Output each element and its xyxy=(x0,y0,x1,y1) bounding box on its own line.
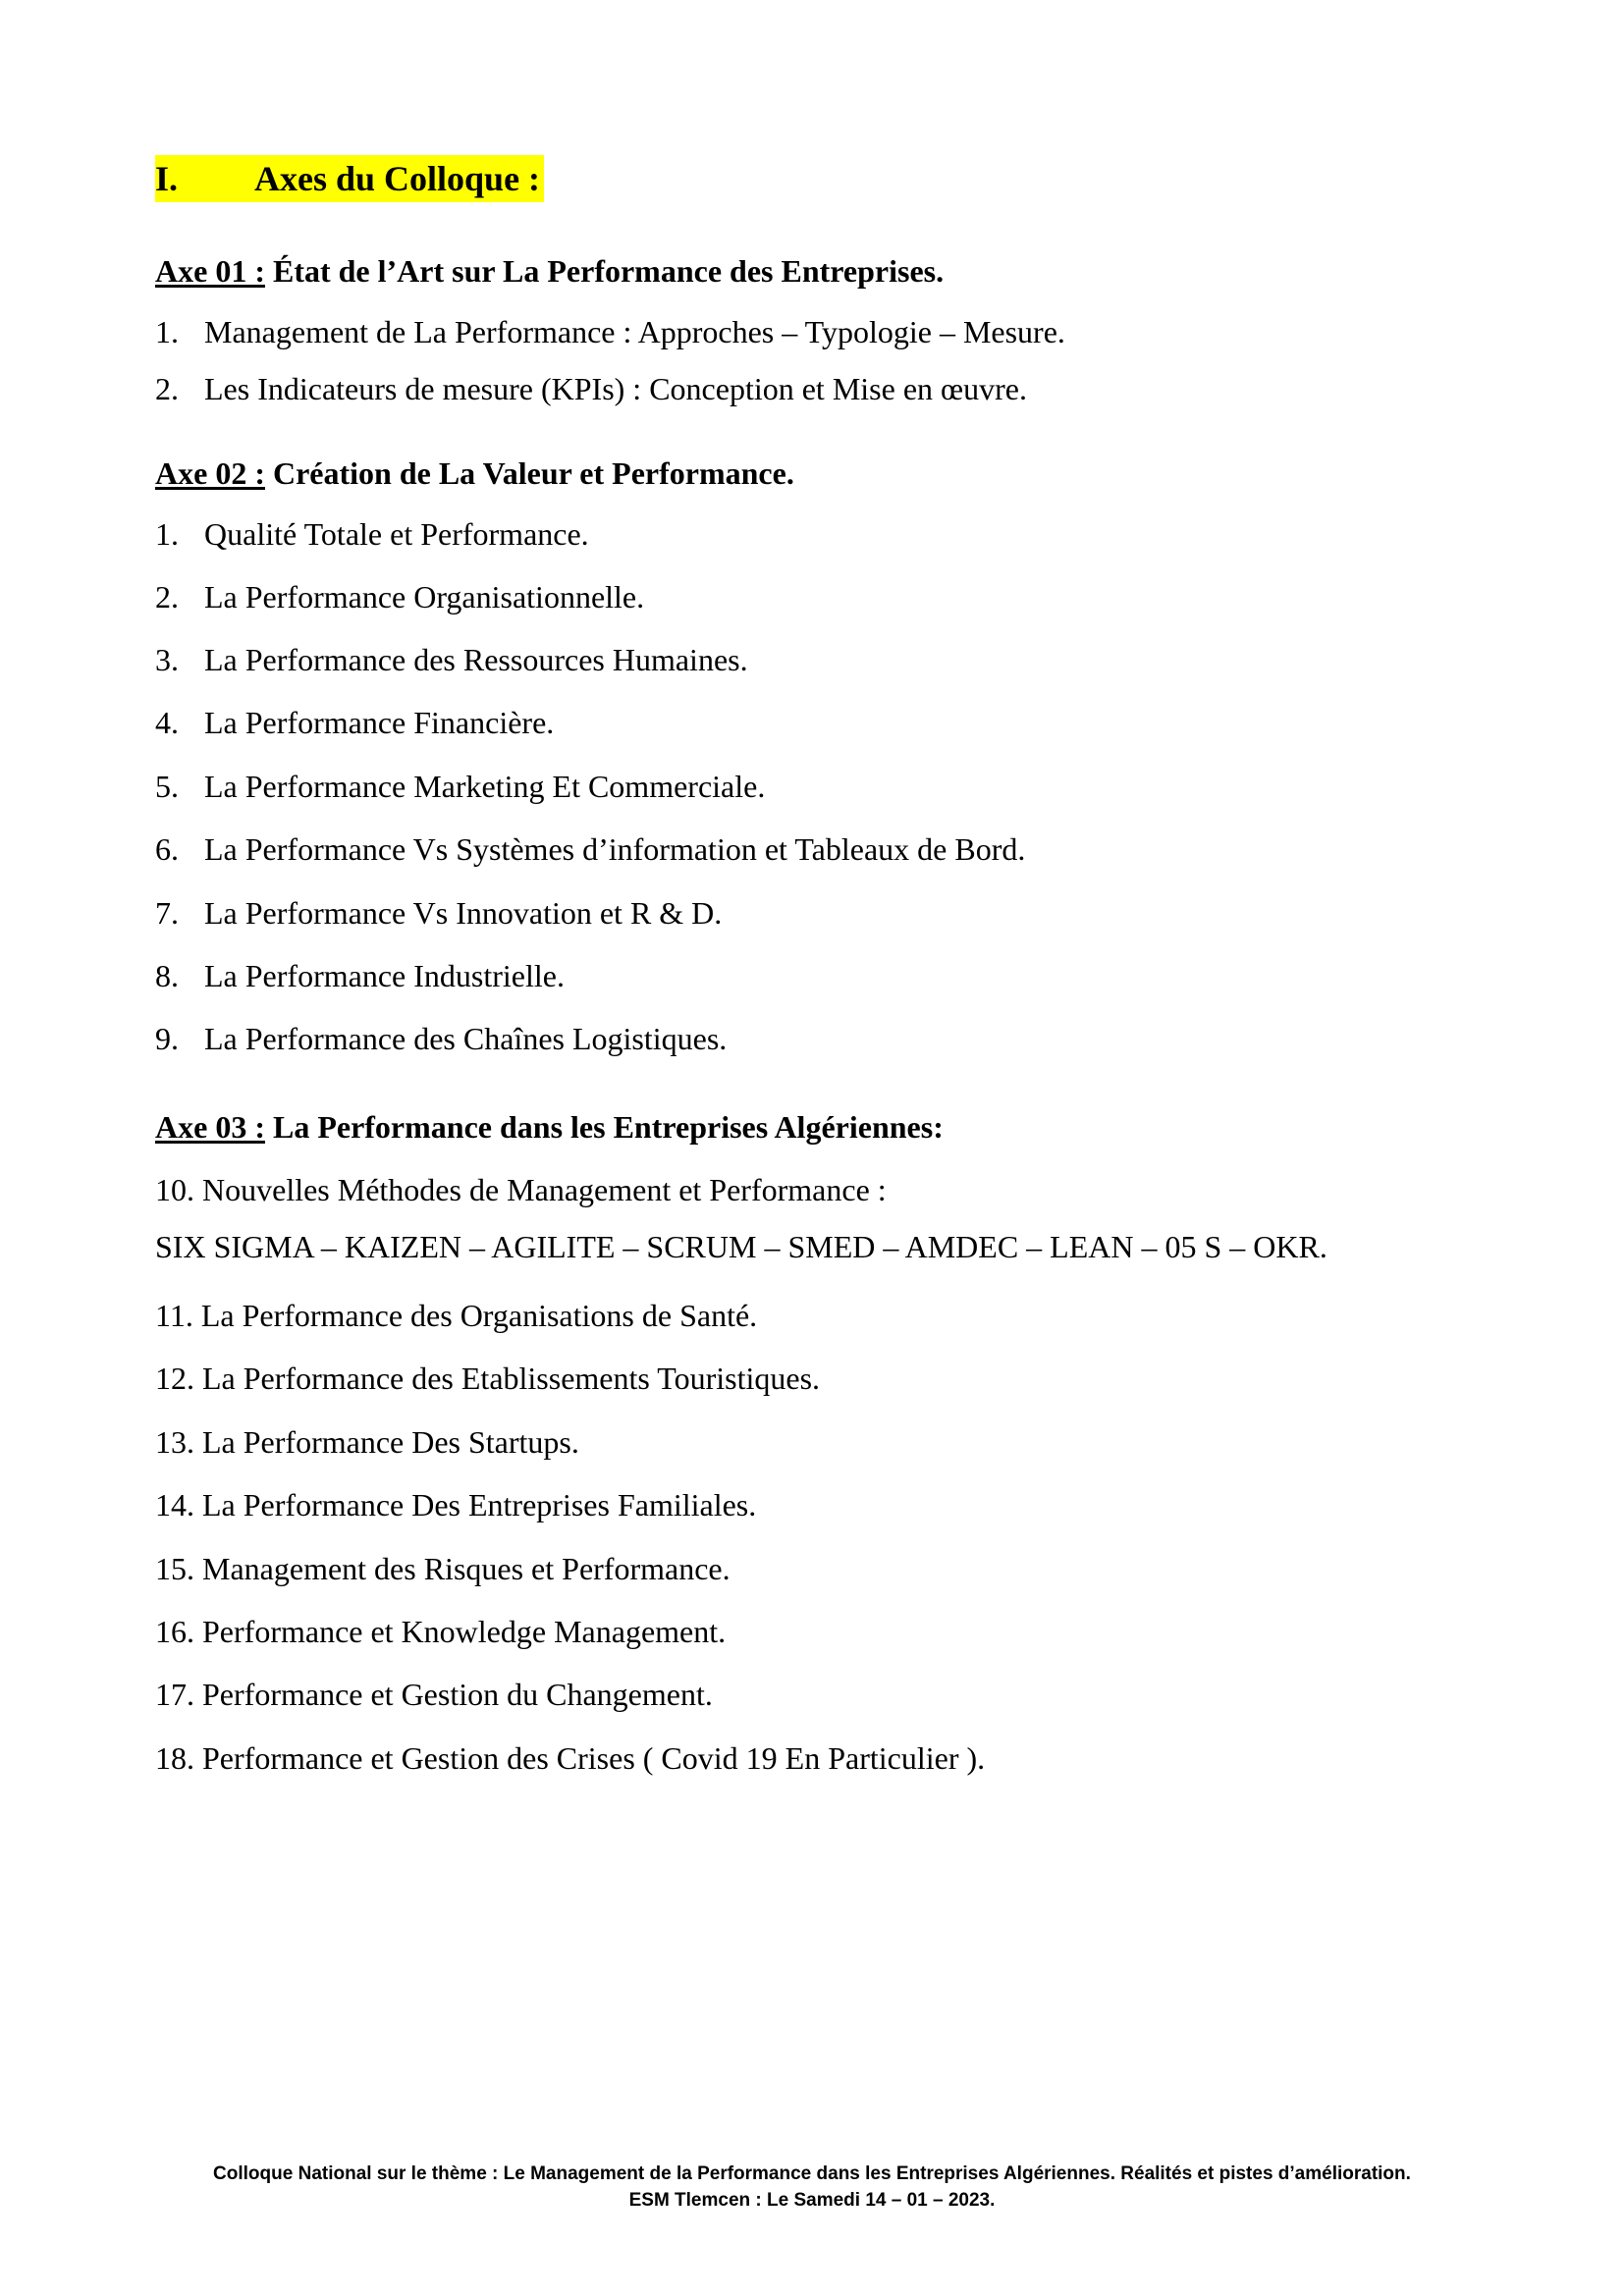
list-item xyxy=(155,893,722,933)
item-number: 13. xyxy=(155,1424,194,1460)
footer-line-2: ESM Tlemcen : Le Samedi 14 – 01 – 2023. xyxy=(628,2190,996,2211)
axe-01-heading xyxy=(155,251,944,291)
item-text: La Performance Vs Systèmes d’information et Tableaux de Bord. xyxy=(204,831,1026,867)
item-text: La Performance Marketing Et Commerciale. xyxy=(204,769,766,804)
axe-01-title: État de l’Art sur La Performance des Entreprises. xyxy=(264,253,945,289)
list-item xyxy=(155,1675,713,1714)
axe-03-heading xyxy=(155,1107,944,1147)
item-number: 4. xyxy=(155,705,179,740)
item-number: 2. xyxy=(155,371,179,406)
item-text: Performance et Gestion du Changement. xyxy=(202,1677,713,1712)
item-number: 3. xyxy=(155,642,179,677)
item-text: La Performance des Chaînes Logistiques. xyxy=(204,1021,728,1056)
item-text: La Performance Vs Innovation et R & D. xyxy=(204,895,723,931)
axe-03-label: Axe 03 : xyxy=(155,1109,265,1145)
item-number: 1. xyxy=(155,314,179,349)
list-item xyxy=(155,1612,726,1651)
section-title xyxy=(155,155,544,202)
item-text: Qualité Totale et Performance. xyxy=(204,516,589,552)
item-number: 1. xyxy=(155,516,179,552)
item-text: La Performance des Etablissements Touristiques. xyxy=(202,1361,821,1396)
item-number: 14. xyxy=(155,1487,194,1522)
item-number: 16. xyxy=(155,1614,194,1649)
item-number: 6. xyxy=(155,831,179,867)
list-item xyxy=(155,1296,757,1335)
list-item xyxy=(155,369,1027,408)
item-number: 11. xyxy=(155,1298,193,1333)
section-title-text: Axes du Colloque : xyxy=(254,159,541,198)
item-number: 8. xyxy=(155,958,179,993)
methods-line: SIX SIGMA – KAIZEN – AGILITE – SCRUM – SMED – AMDEC – LEAN – 05 S – OKR. xyxy=(155,1229,1327,1264)
item-text: La Performance Des Entreprises Familiales. xyxy=(202,1487,757,1522)
section-number: I. xyxy=(155,159,179,198)
item-text: Management des Risques et Performance. xyxy=(202,1551,731,1586)
axe-02-label: Axe 02 : xyxy=(155,455,265,491)
list-item xyxy=(155,703,554,742)
axe-03-title: La Performance dans les Entreprises Algériennes: xyxy=(264,1109,944,1145)
list-item xyxy=(155,514,589,554)
item-text: Les Indicateurs de mesure (KPIs) : Conception et Mise en œuvre. xyxy=(204,371,1027,406)
item-text: La Performance Des Startups. xyxy=(202,1424,579,1460)
item-text: La Performance Organisationnelle. xyxy=(204,579,645,614)
axe-03-intro: 10. Nouvelles Méthodes de Management et Performance : xyxy=(155,1172,887,1207)
list-item xyxy=(155,956,565,995)
item-text: Performance et Knowledge Management. xyxy=(202,1614,727,1649)
list-item xyxy=(155,640,748,679)
item-text: La Performance des Organisations de Santé. xyxy=(200,1298,758,1333)
item-text: La Performance des Ressources Humaines. xyxy=(204,642,748,677)
list-item xyxy=(155,312,1065,351)
item-number: 2. xyxy=(155,579,179,614)
axe-02-heading xyxy=(155,454,794,493)
item-number: 12. xyxy=(155,1361,194,1396)
list-item xyxy=(155,1738,985,1778)
list-item xyxy=(155,1019,727,1058)
item-text: La Performance Industrielle. xyxy=(204,958,565,993)
list-item xyxy=(155,1549,731,1588)
item-number: 9. xyxy=(155,1021,179,1056)
list-item xyxy=(155,1485,756,1524)
item-text: Management de La Performance : Approches – Typologie – Mesure. xyxy=(204,314,1065,349)
item-text: Performance et Gestion des Crises ( Covid 19 En Particulier ). xyxy=(202,1740,986,1776)
list-item xyxy=(155,767,765,806)
item-number: 15. xyxy=(155,1551,194,1586)
list-item xyxy=(155,577,644,616)
item-number: 18. xyxy=(155,1740,194,1776)
item-text: La Performance Financière. xyxy=(204,705,555,740)
list-item xyxy=(155,1359,820,1398)
list-item xyxy=(155,829,1025,869)
footer-line-1: Colloque National sur le thème : Le Management de la Performance dans les Entreprises Algériennes. Réalités et pistes d’amélioration. xyxy=(213,2163,1411,2184)
axe-01-label: Axe 01 : xyxy=(155,253,265,289)
list-item xyxy=(155,1422,579,1462)
axe-02-title: Création de La Valeur et Performance. xyxy=(264,455,794,491)
item-number: 7. xyxy=(155,895,179,931)
item-number: 17. xyxy=(155,1677,194,1712)
item-number: 5. xyxy=(155,769,179,804)
